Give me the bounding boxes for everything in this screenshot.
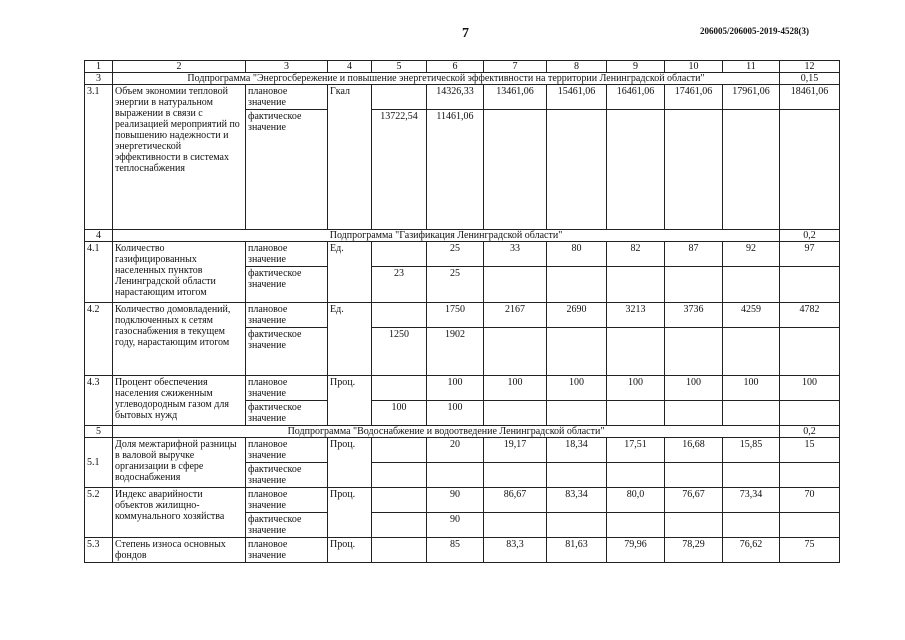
fact-value — [780, 328, 840, 376]
fact-value: 11461,06 — [427, 110, 484, 230]
header-cell: 4 — [328, 61, 372, 73]
header-row — [85, 61, 840, 73]
fact-value — [484, 513, 547, 538]
indicator-name: Количество газифицированных населенных пунктов Ленинградской области нарастающим итогом — [113, 242, 246, 303]
table-row — [85, 376, 840, 401]
plan-value: 4259 — [723, 303, 780, 328]
plan-value: 80 — [547, 242, 607, 267]
fact-value — [427, 463, 484, 488]
fact-label: фактическое значение — [246, 401, 328, 426]
plan-value: 2167 — [484, 303, 547, 328]
plan-value: 16,68 — [665, 438, 723, 463]
fact-value — [607, 110, 665, 230]
table-row — [85, 242, 840, 267]
header-cell: 7 — [484, 61, 547, 73]
fact-value: 100 — [372, 401, 427, 426]
table-row — [85, 538, 840, 563]
plan-value: 80,0 — [607, 488, 665, 513]
header-cell: 10 — [665, 61, 723, 73]
plan-value — [372, 85, 427, 110]
section-row — [85, 426, 840, 438]
unit: Проц. — [328, 376, 372, 426]
plan-value: 76,67 — [665, 488, 723, 513]
fact-value: 1250 — [372, 328, 427, 376]
fact-value — [665, 401, 723, 426]
row-number: 3.1 — [85, 85, 113, 230]
header-cell: 3 — [246, 61, 328, 73]
plan-value: 15461,06 — [547, 85, 607, 110]
fact-value — [780, 463, 840, 488]
fact-value — [607, 267, 665, 303]
unit: Проц. — [328, 538, 372, 563]
section-row — [85, 230, 840, 242]
fact-value — [780, 513, 840, 538]
fact-value — [607, 513, 665, 538]
plan-value: 100 — [723, 376, 780, 401]
fact-value — [723, 401, 780, 426]
fact-value: 13722,54 — [372, 110, 427, 230]
indicator-name: Индекс аварийности объектов жилищно-коммунального хозяйства — [113, 488, 246, 538]
section-title: Подпрограмма "Энергосбережение и повышение энергетической эффективности на территории Ленинградской области" — [113, 73, 780, 85]
table-row — [85, 488, 840, 513]
section-weight: 0,2 — [780, 426, 840, 438]
fact-value — [723, 463, 780, 488]
plan-value: 81,63 — [547, 538, 607, 563]
plan-value — [372, 438, 427, 463]
indicators-table — [84, 60, 840, 563]
plan-value: 16461,06 — [607, 85, 665, 110]
fact-value — [372, 513, 427, 538]
fact-value — [547, 513, 607, 538]
fact-value: 23 — [372, 267, 427, 303]
section-row — [85, 73, 840, 85]
header-cell: 5 — [372, 61, 427, 73]
plan-value: 86,67 — [484, 488, 547, 513]
plan-value: 100 — [547, 376, 607, 401]
document-code: 206005/206005-2019-4528(3) — [700, 26, 809, 36]
fact-value — [723, 267, 780, 303]
unit: Проц. — [328, 488, 372, 538]
plan-value — [372, 538, 427, 563]
plan-value: 79,96 — [607, 538, 665, 563]
indicator-name: Объем экономии тепловой энергии в натуральном выражении в связи с реализацией мероприятий по повышению надежности и энергетической эффективности в системах теплоснабжения — [113, 85, 246, 230]
fact-value: 100 — [427, 401, 484, 426]
plan-value: 25 — [427, 242, 484, 267]
plan-value — [372, 376, 427, 401]
unit: Проц. — [328, 438, 372, 488]
table-row — [85, 303, 840, 328]
row-number: 5.3 — [85, 538, 113, 563]
fact-value — [547, 401, 607, 426]
plan-value: 15 — [780, 438, 840, 463]
plan-label: плановое значение — [246, 303, 328, 328]
plan-label: плановое значение — [246, 85, 328, 110]
fact-value — [607, 328, 665, 376]
fact-value — [780, 110, 840, 230]
plan-value: 73,34 — [723, 488, 780, 513]
plan-value: 97 — [780, 242, 840, 267]
plan-value — [372, 303, 427, 328]
plan-label: плановое значение — [246, 376, 328, 401]
indicator-name: Количество домовладений, подключенных к сетям газоснабжения в текущем году, нарастающим итогом — [113, 303, 246, 376]
fact-value — [780, 401, 840, 426]
row-number: 4.2 — [85, 303, 113, 376]
plan-label: плановое значение — [246, 488, 328, 513]
fact-value — [372, 463, 427, 488]
plan-value: 85 — [427, 538, 484, 563]
plan-value: 100 — [427, 376, 484, 401]
header-cell: 1 — [85, 61, 113, 73]
fact-value: 25 — [427, 267, 484, 303]
plan-value — [372, 488, 427, 513]
header-cell: 11 — [723, 61, 780, 73]
plan-value: 18461,06 — [780, 85, 840, 110]
section-number: 5 — [85, 426, 113, 438]
fact-value — [484, 267, 547, 303]
fact-value — [484, 463, 547, 488]
row-number: 5.1 — [85, 438, 113, 488]
plan-value: 76,62 — [723, 538, 780, 563]
plan-value: 92 — [723, 242, 780, 267]
plan-value: 4782 — [780, 303, 840, 328]
page-number: 7 — [462, 26, 469, 41]
fact-label: фактическое значение — [246, 463, 328, 488]
unit: Гкал — [328, 85, 372, 230]
fact-value — [547, 267, 607, 303]
fact-value — [607, 401, 665, 426]
plan-value: 83,3 — [484, 538, 547, 563]
section-weight: 0,2 — [780, 230, 840, 242]
fact-value — [484, 328, 547, 376]
fact-value — [665, 110, 723, 230]
fact-label: фактическое значение — [246, 110, 328, 230]
section-title: Подпрограмма "Водоснабжение и водоотведение Ленинградской области" — [113, 426, 780, 438]
plan-value: 33 — [484, 242, 547, 267]
fact-value — [547, 328, 607, 376]
plan-value: 3213 — [607, 303, 665, 328]
header-cell: 2 — [113, 61, 246, 73]
section-number: 3 — [85, 73, 113, 85]
plan-value: 17461,06 — [665, 85, 723, 110]
plan-value: 15,85 — [723, 438, 780, 463]
fact-value — [723, 513, 780, 538]
fact-value — [723, 110, 780, 230]
plan-value: 100 — [780, 376, 840, 401]
section-number: 4 — [85, 230, 113, 242]
header-cell: 12 — [780, 61, 840, 73]
plan-value: 75 — [780, 538, 840, 563]
unit: Ед. — [328, 242, 372, 303]
fact-value — [780, 267, 840, 303]
plan-value: 90 — [427, 488, 484, 513]
fact-value: 1902 — [427, 328, 484, 376]
plan-value: 87 — [665, 242, 723, 267]
plan-value — [372, 242, 427, 267]
plan-value: 18,34 — [547, 438, 607, 463]
indicator-name: Процент обеспечения населения сжиженным углеводородным газом для бытовых нужд — [113, 376, 246, 426]
plan-label: плановое значение — [246, 538, 328, 563]
indicator-name: Степень износа основных фондов — [113, 538, 246, 563]
plan-value: 14326,33 — [427, 85, 484, 110]
indicator-name: Доля межтарифной разницы в валовой выручке организации в сфере водоснабжения — [113, 438, 246, 488]
fact-value — [665, 267, 723, 303]
fact-value — [484, 401, 547, 426]
plan-value: 17,51 — [607, 438, 665, 463]
plan-value: 82 — [607, 242, 665, 267]
plan-value: 70 — [780, 488, 840, 513]
unit: Ед. — [328, 303, 372, 376]
plan-value: 78,29 — [665, 538, 723, 563]
plan-value: 1750 — [427, 303, 484, 328]
plan-label: плановое значение — [246, 438, 328, 463]
plan-value: 2690 — [547, 303, 607, 328]
header-cell: 9 — [607, 61, 665, 73]
fact-label: фактическое значение — [246, 328, 328, 376]
plan-value: 20 — [427, 438, 484, 463]
fact-value — [607, 463, 665, 488]
fact-value: 90 — [427, 513, 484, 538]
row-number: 4.3 — [85, 376, 113, 426]
plan-value: 100 — [484, 376, 547, 401]
fact-value — [547, 463, 607, 488]
plan-value: 3736 — [665, 303, 723, 328]
fact-value — [547, 110, 607, 230]
fact-value — [665, 513, 723, 538]
plan-value: 13461,06 — [484, 85, 547, 110]
plan-value: 19,17 — [484, 438, 547, 463]
plan-value: 83,34 — [547, 488, 607, 513]
plan-value: 100 — [665, 376, 723, 401]
table-row — [85, 438, 840, 463]
fact-value — [665, 328, 723, 376]
section-weight: 0,15 — [780, 73, 840, 85]
table-row — [85, 85, 840, 110]
fact-label: фактическое значение — [246, 267, 328, 303]
row-number: 4.1 — [85, 242, 113, 303]
plan-value: 100 — [607, 376, 665, 401]
fact-value — [665, 463, 723, 488]
fact-label: фактическое значение — [246, 513, 328, 538]
plan-label: плановое значение — [246, 242, 328, 267]
plan-value: 17961,06 — [723, 85, 780, 110]
fact-value — [484, 110, 547, 230]
header-cell: 6 — [427, 61, 484, 73]
section-title: Подпрограмма "Газификация Ленинградской области" — [113, 230, 780, 242]
fact-value — [723, 328, 780, 376]
row-number: 5.2 — [85, 488, 113, 538]
header-cell: 8 — [547, 61, 607, 73]
